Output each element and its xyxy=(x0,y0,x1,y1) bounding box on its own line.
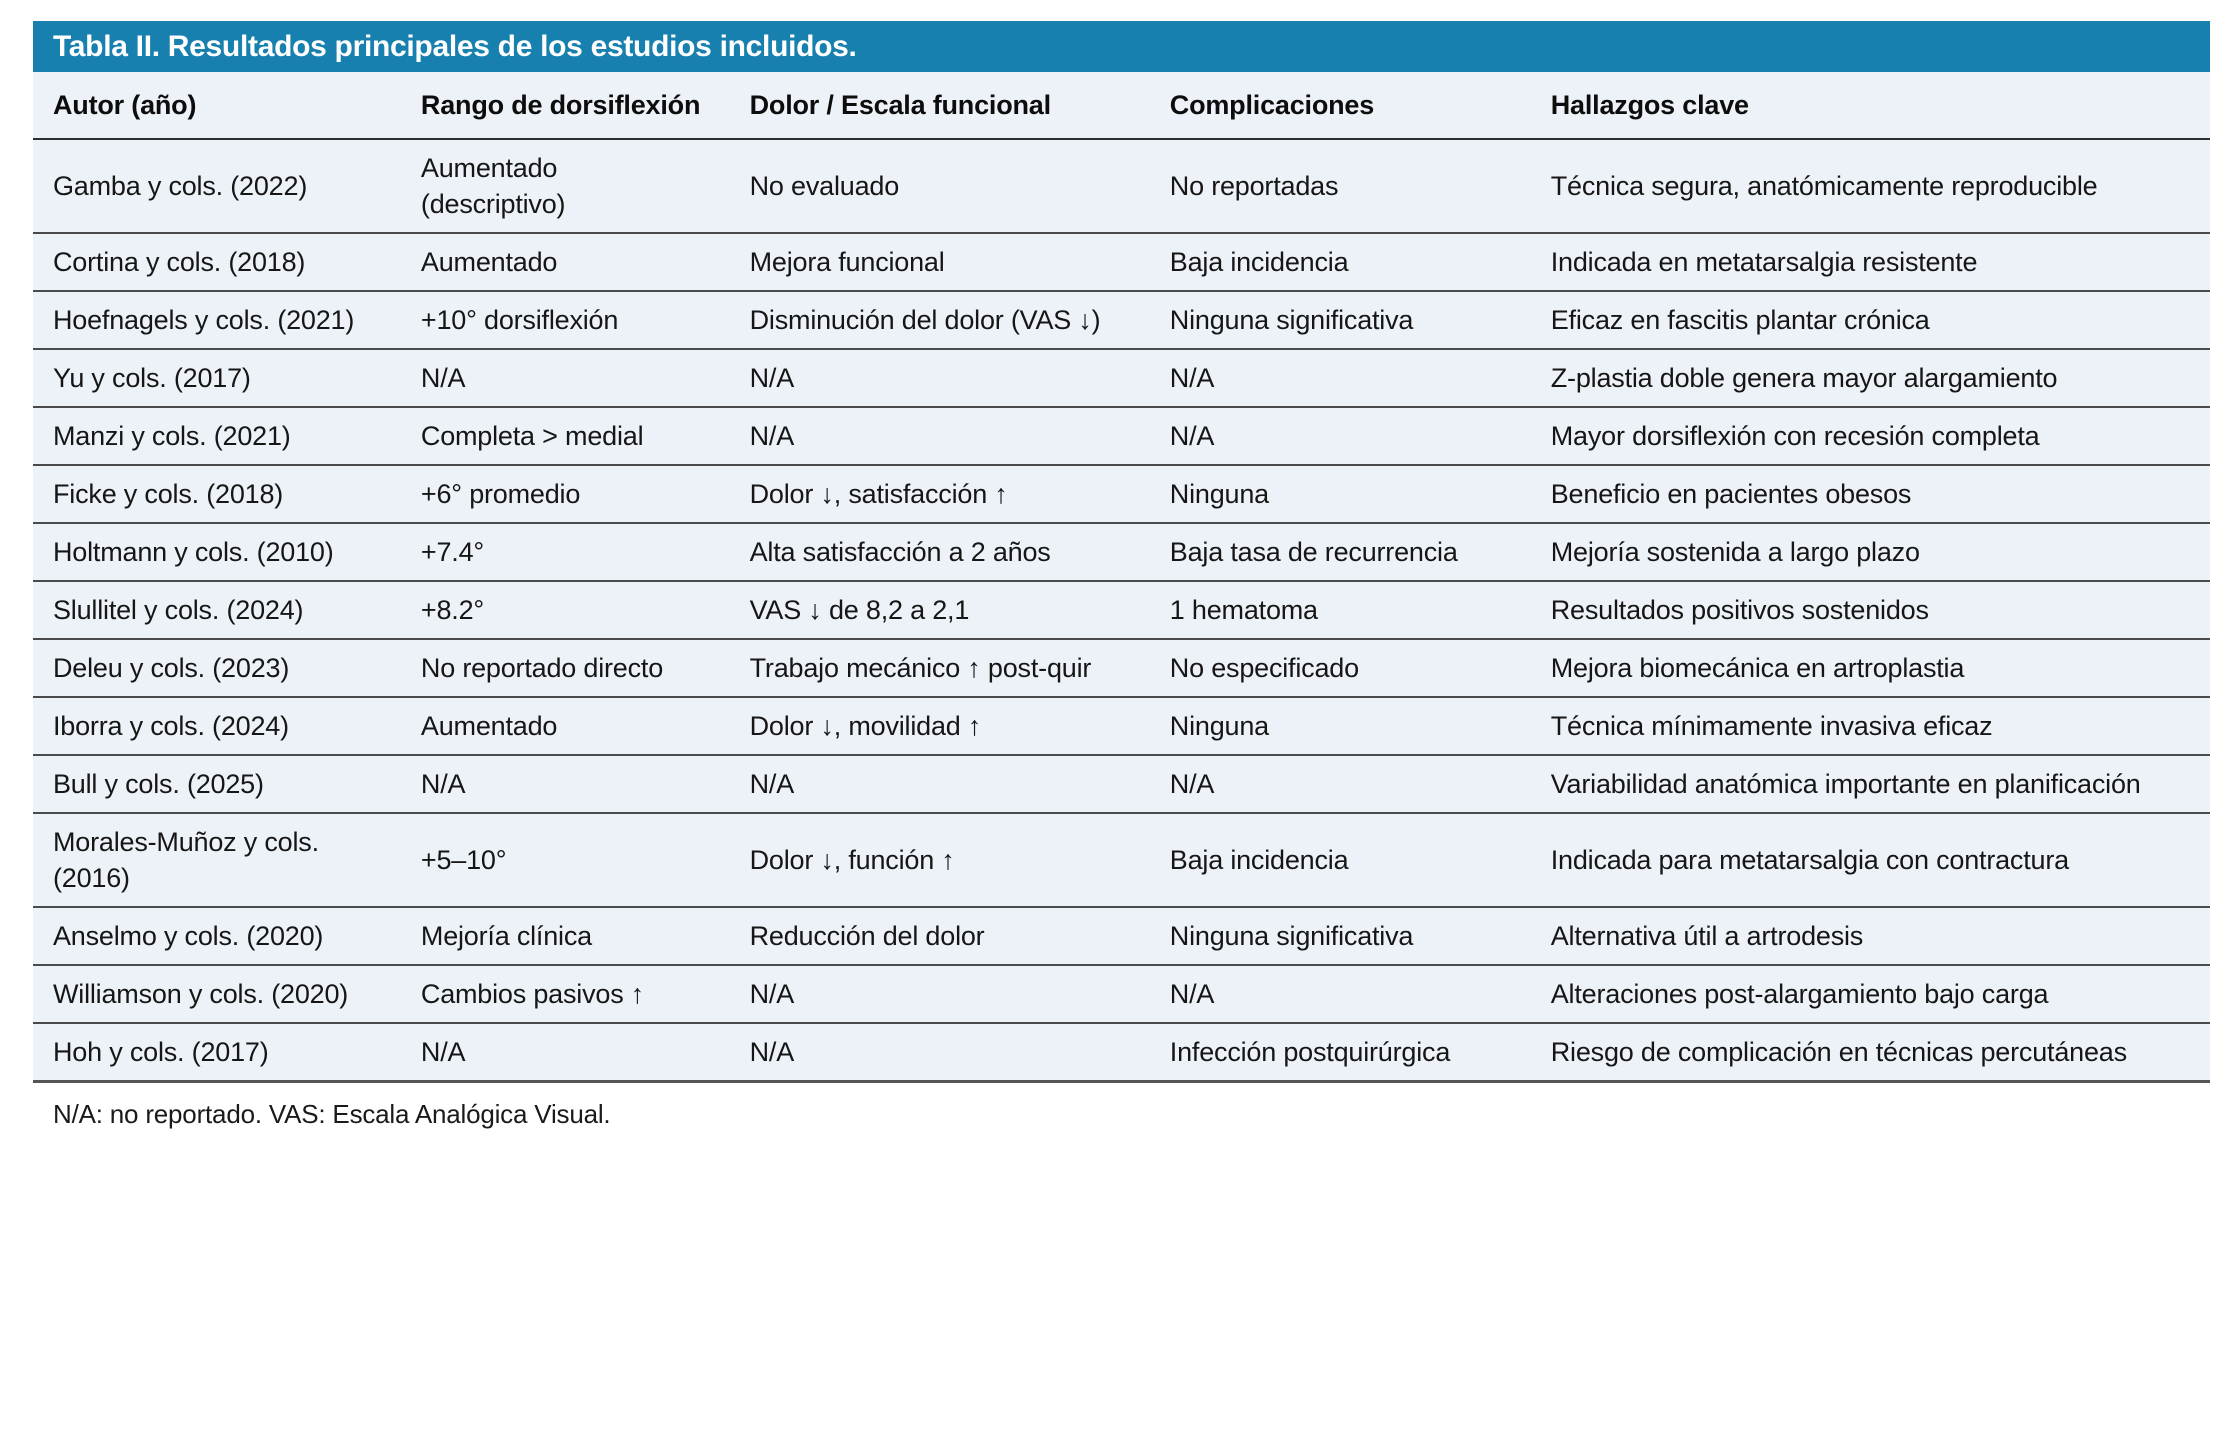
cell: Dolor ↓, movilidad ↑ xyxy=(730,697,1150,755)
cell: Aumentado xyxy=(401,233,730,291)
cell: Beneficio en pacientes obesos xyxy=(1531,465,2210,523)
table-row xyxy=(33,639,2210,697)
cell: Alta satisfacción a 2 años xyxy=(730,523,1150,581)
cell: Bull y cols. (2025) xyxy=(33,755,401,813)
table-row xyxy=(33,349,2210,407)
cell: Baja tasa de recurrencia xyxy=(1150,523,1531,581)
cell: N/A xyxy=(730,755,1150,813)
cell: N/A xyxy=(401,755,730,813)
cell: N/A xyxy=(1150,755,1531,813)
cell: Ninguna xyxy=(1150,697,1531,755)
table-row xyxy=(33,1023,2210,1082)
cell: N/A xyxy=(730,349,1150,407)
cell: Trabajo mecánico ↑ post-quir xyxy=(730,639,1150,697)
cell: Indicada en metatarsalgia resistente xyxy=(1531,233,2210,291)
cell: Hoefnagels y cols. (2021) xyxy=(33,291,401,349)
cell: Reducción del dolor xyxy=(730,907,1150,965)
cell: Cortina y cols. (2018) xyxy=(33,233,401,291)
table-row xyxy=(33,697,2210,755)
cell: N/A xyxy=(730,965,1150,1023)
table-row xyxy=(33,965,2210,1023)
cell: N/A xyxy=(401,1023,730,1082)
cell: N/A xyxy=(401,349,730,407)
cell: Baja incidencia xyxy=(1150,813,1531,907)
cell: Williamson y cols. (2020) xyxy=(33,965,401,1023)
table-row xyxy=(33,907,2210,965)
results-table xyxy=(33,72,2210,1083)
cell: Mejoría clínica xyxy=(401,907,730,965)
cell: VAS ↓ de 8,2 a 2,1 xyxy=(730,581,1150,639)
cell: Iborra y cols. (2024) xyxy=(33,697,401,755)
cell: No reportado directo xyxy=(401,639,730,697)
cell: Cambios pasivos ↑ xyxy=(401,965,730,1023)
cell: N/A xyxy=(1150,349,1531,407)
cell: Ninguna xyxy=(1150,465,1531,523)
table-row xyxy=(33,291,2210,349)
cell: Ninguna significativa xyxy=(1150,907,1531,965)
table-row xyxy=(33,465,2210,523)
cell: Baja incidencia xyxy=(1150,233,1531,291)
column-header: Rango de dorsiflexión xyxy=(401,72,730,139)
column-header: Hallazgos clave xyxy=(1531,72,2210,139)
cell: Riesgo de complicación en técnicas percutáneas xyxy=(1531,1023,2210,1082)
cell: Slullitel y cols. (2024) xyxy=(33,581,401,639)
table-row xyxy=(33,581,2210,639)
table-row xyxy=(33,755,2210,813)
cell: Eficaz en fascitis plantar crónica xyxy=(1531,291,2210,349)
cell: 1 hematoma xyxy=(1150,581,1531,639)
cell: Variabilidad anatómica importante en planificación xyxy=(1531,755,2210,813)
table-footnote: N/A: no reportado. VAS: Escala Analógica Visual. xyxy=(53,1099,611,1129)
cell: Morales-Muñoz y cols. (2016) xyxy=(33,813,401,907)
table-head xyxy=(33,72,2210,139)
cell: Infección postquirúrgica xyxy=(1150,1023,1531,1082)
table-row xyxy=(33,233,2210,291)
cell: N/A xyxy=(730,1023,1150,1082)
column-header: Dolor / Escala funcional xyxy=(730,72,1150,139)
cell: Ficke y cols. (2018) xyxy=(33,465,401,523)
cell: Hoh y cols. (2017) xyxy=(33,1023,401,1082)
cell: Técnica segura, anatómicamente reproducible xyxy=(1531,139,2210,233)
cell: Z-plastia doble genera mayor alargamiento xyxy=(1531,349,2210,407)
cell: Anselmo y cols. (2020) xyxy=(33,907,401,965)
cell: N/A xyxy=(1150,407,1531,465)
cell: Alternativa útil a artrodesis xyxy=(1531,907,2210,965)
results-table-container xyxy=(33,21,2210,1131)
cell: No reportadas xyxy=(1150,139,1531,233)
cell: Mayor dorsiflexión con recesión completa xyxy=(1531,407,2210,465)
cell: Mejora biomecánica en artroplastia xyxy=(1531,639,2210,697)
cell: Dolor ↓, función ↑ xyxy=(730,813,1150,907)
cell: Deleu y cols. (2023) xyxy=(33,639,401,697)
cell: Alteraciones post-alargamiento bajo carga xyxy=(1531,965,2210,1023)
cell: Dolor ↓, satisfacción ↑ xyxy=(730,465,1150,523)
cell: N/A xyxy=(1150,965,1531,1023)
table-body xyxy=(33,139,2210,1082)
cell: Disminución del dolor (VAS ↓) xyxy=(730,291,1150,349)
cell: N/A xyxy=(730,407,1150,465)
cell: +7.4° xyxy=(401,523,730,581)
cell: Manzi y cols. (2021) xyxy=(33,407,401,465)
cell: Mejora funcional xyxy=(730,233,1150,291)
cell: +5–10° xyxy=(401,813,730,907)
cell: Gamba y cols. (2022) xyxy=(33,139,401,233)
header-row xyxy=(33,72,2210,139)
cell: Mejoría sostenida a largo plazo xyxy=(1531,523,2210,581)
table-row xyxy=(33,523,2210,581)
column-header: Autor (año) xyxy=(33,72,401,139)
table-row xyxy=(33,813,2210,907)
cell: Técnica mínimamente invasiva eficaz xyxy=(1531,697,2210,755)
cell: Resultados positivos sostenidos xyxy=(1531,581,2210,639)
cell: Aumentado xyxy=(401,697,730,755)
cell: Completa > medial xyxy=(401,407,730,465)
table-row xyxy=(33,407,2210,465)
cell: +6° promedio xyxy=(401,465,730,523)
cell: Holtmann y cols. (2010) xyxy=(33,523,401,581)
column-header: Complicaciones xyxy=(1150,72,1531,139)
cell: No especificado xyxy=(1150,639,1531,697)
cell: +10° dorsiflexión xyxy=(401,291,730,349)
cell: No evaluado xyxy=(730,139,1150,233)
cell: +8.2° xyxy=(401,581,730,639)
cell: Indicada para metatarsalgia con contractura xyxy=(1531,813,2210,907)
cell: Aumentado (descriptivo) xyxy=(401,139,730,233)
cell: Yu y cols. (2017) xyxy=(33,349,401,407)
table-title-bar: Tabla II. Resultados principales de los estudios incluidos. xyxy=(33,21,2210,72)
table-row xyxy=(33,139,2210,233)
cell: Ninguna significativa xyxy=(1150,291,1531,349)
